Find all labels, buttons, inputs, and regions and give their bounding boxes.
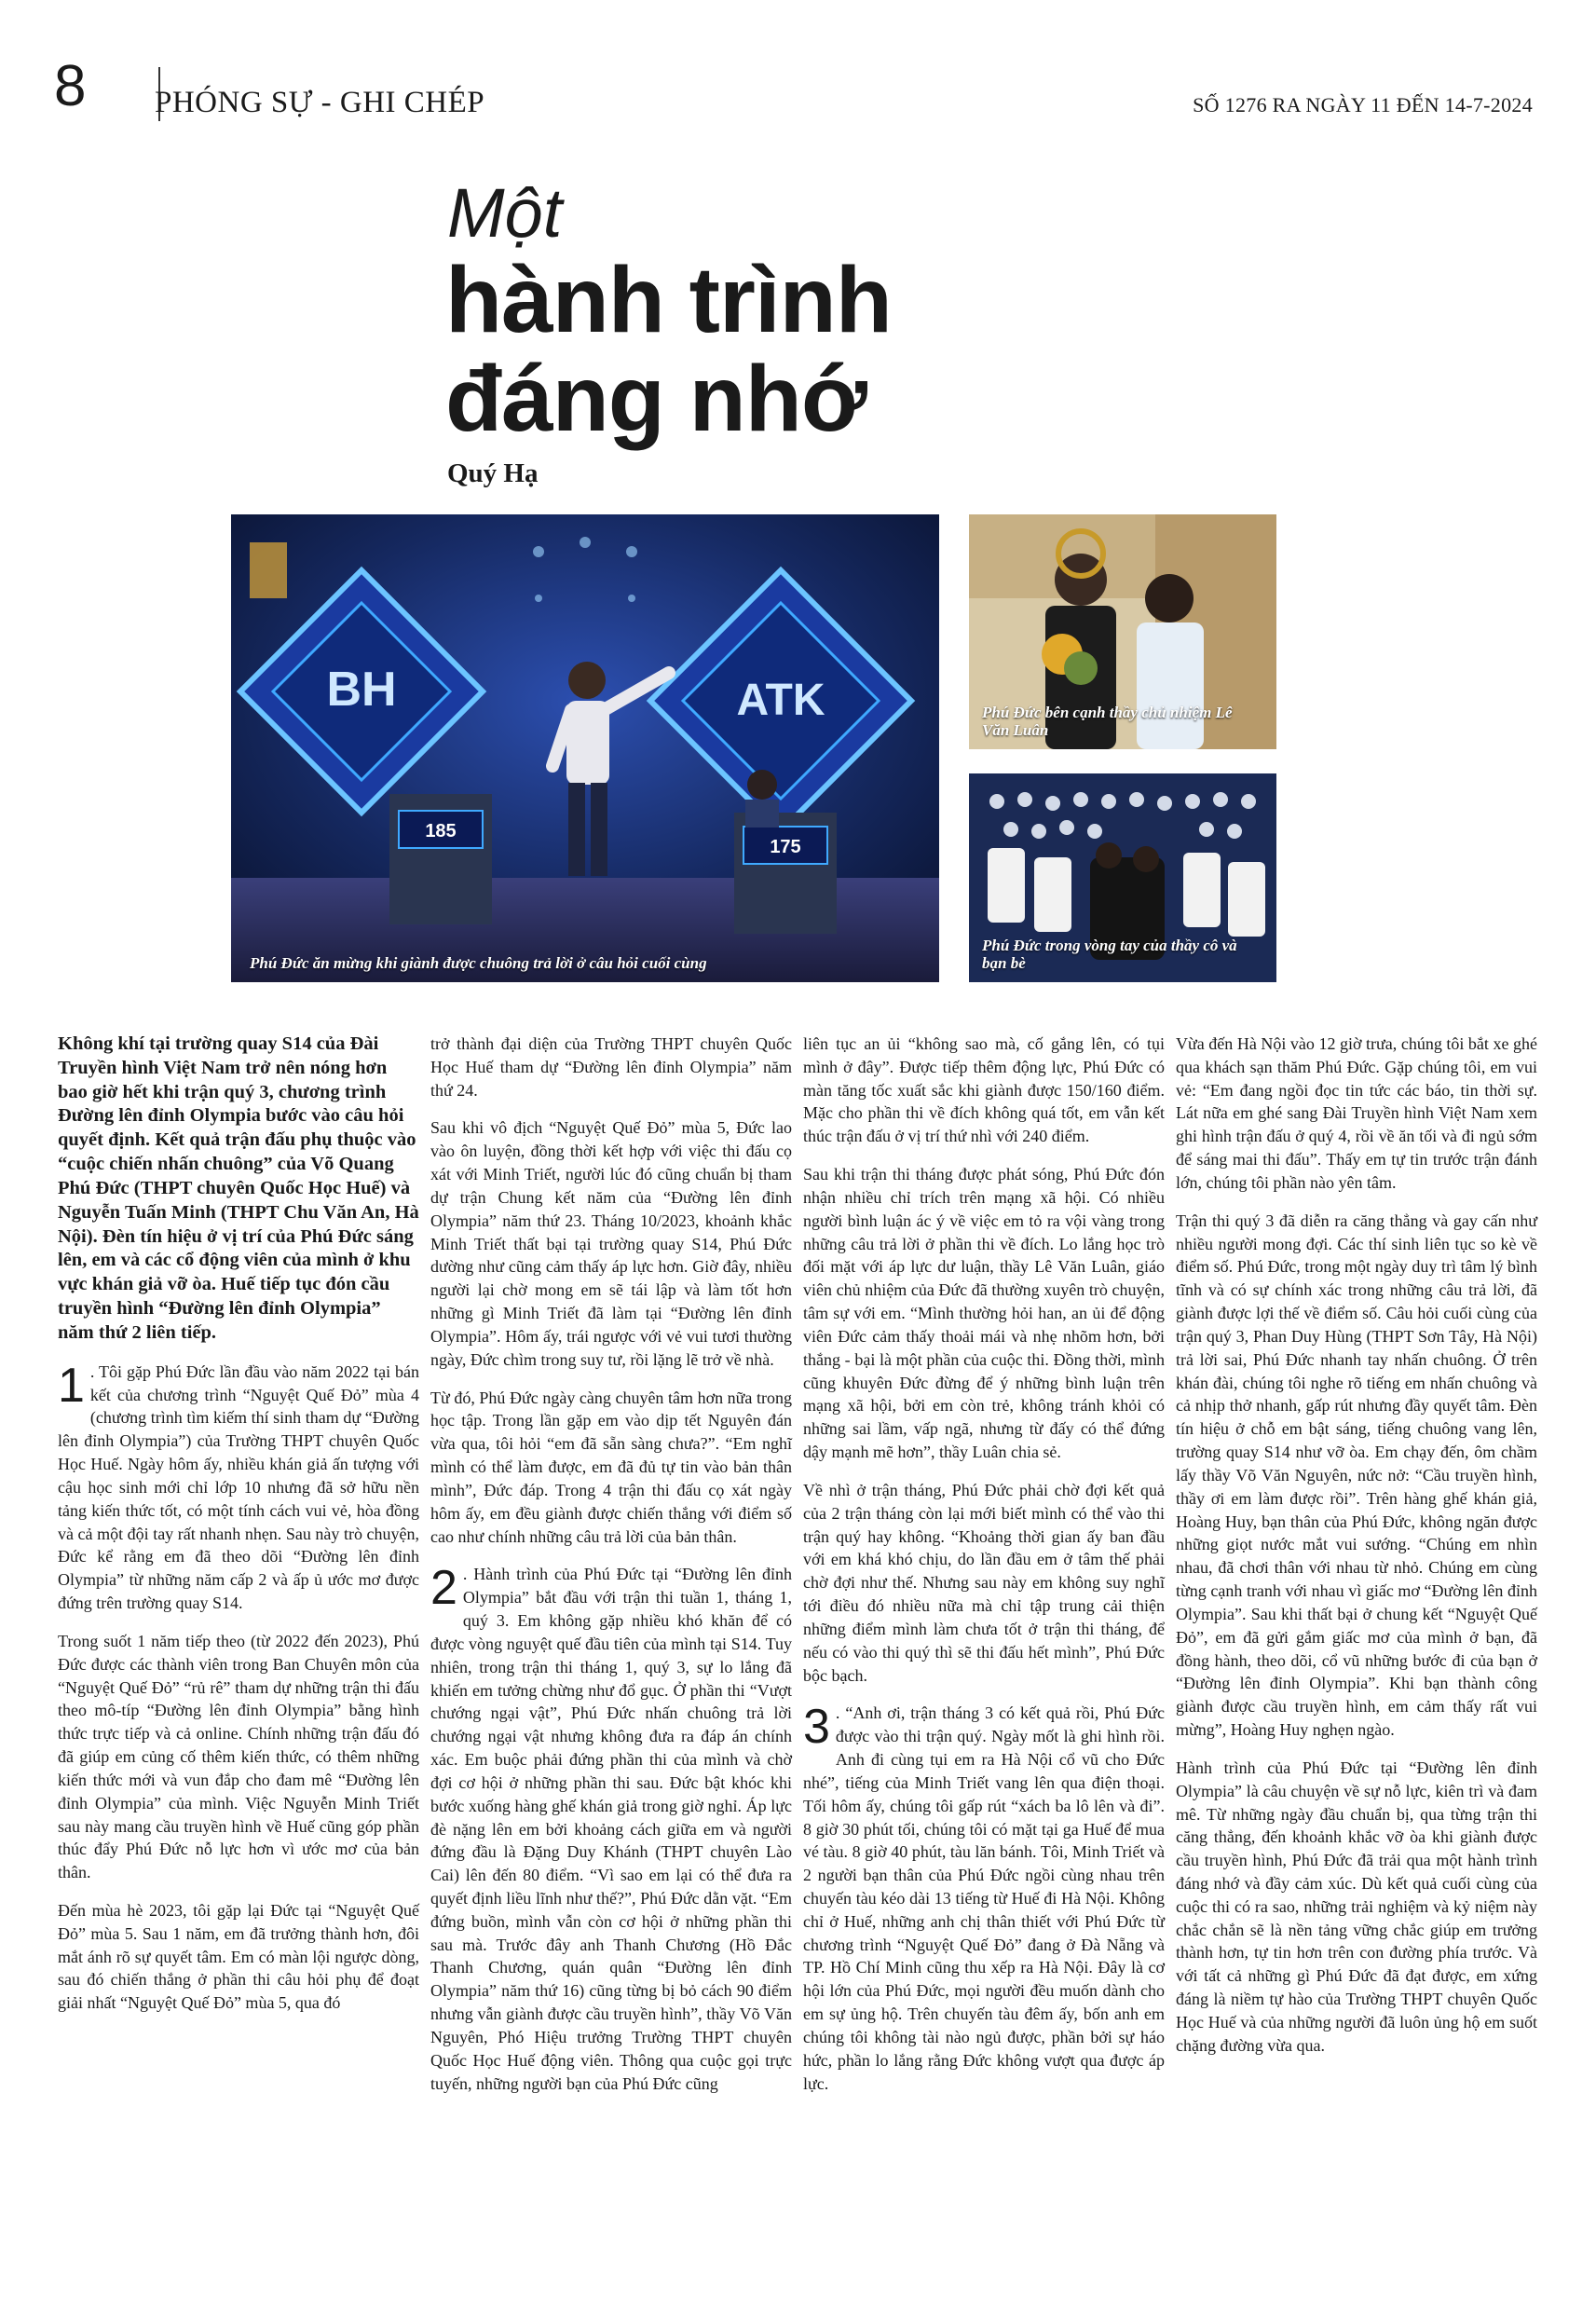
headline-line-2: hành trình (445, 248, 892, 352)
headline-line-3: đáng nhớ (445, 347, 866, 451)
headline-line-1: Một (447, 174, 563, 252)
section-1-paragraph (58, 1358, 419, 1615)
author-byline: Quý Hạ (447, 458, 539, 488)
column-4 (1176, 1033, 1537, 2073)
lead-paragraph: Không khí tại trường quay S14 của Đài Truyền hình Việt Nam trở nên nóng hơn bao giờ hết khi trận quý 3, chương trình Đường lên đỉnh Olympia bước vào câu hỏi quyết định. Kết quả trận đấu phụ thuộc vào “cuộc chiến nhấn chuông” của Võ Quang Phú Đức (THPT chuyên Quốc Học Huế) và Nguyễn Tuấn Minh (THPT Chu Văn An, Hà Nội). Đèn tín hiệu ở vị trí của Phú Đức sáng lên, em và các cổ động viên của mình ở khu vực khán giả vỡ òa. Huế tiếp tục đón cầu truyền hình “Đường lên đỉnh Olympia” năm thứ 2 liên tiếp. (58, 1033, 419, 1343)
top-right-photo (969, 514, 1276, 749)
paragraph: Trận thi quý 3 đã diễn ra căng thẳng và gay cấn như nhiều người mong đợi. Các thí sinh liên tục so kè về điểm số. Phú Đức, trong một ngày duy trì tâm lý bình tĩnh và có sự chính xác trong những câu trả lời, đã giành được lợi thế về điểm số. Câu hỏi cuối cùng của trận quý 3, Phan Duy Hùng (THPT Sơn Tây, Hà Nội) trả lời sai, Phú Đức nhanh tay nhấn chuông. Ở trên khán đài, chúng tôi nghe rõ tiếng em nhấn chuông và cả nhịp thở nhanh, gấp rút nhưng đầy quyết tâm. Đèn tín hiệu ở chỗ em bật sáng, tiếng chuông vang lên, trường quay S14 như vỡ òa. Em chạy đến, ôm chầm lấy thầy Võ Văn Nguyên, nức nở: “Cầu truyền hình, thầy ơi em làm được rồi”. Trên hàng ghế khán giả, Hoàng Huy, bạn thân của Phú Đức, không ngăn được những giọt nước mắt vui sướng. “Chúng em nhìn nhau, đã chơi thân với nhau từ nhỏ. Chúng em cùng từng cạnh tranh với nhau vì giấc mơ “Đường lên đỉnh Olympia”. Sau khi thất bại ở chung kết “Nguyệt Quế Đỏ”, em đã gửi gắm giấc mơ của mình ở bạn, đã đồng hành, theo dõi, cổ vũ những bước đi của bạn ở “Đường lên đỉnh Olympia”. Khi bạn thành công giành được cầu truyền hình, em cảm thấy rất vui mừng”, Hoàng Huy nghẹn ngào. (1176, 1211, 1537, 1740)
right-score: 175 (770, 837, 801, 857)
main-photo (231, 514, 939, 982)
page-number: 8 (54, 54, 87, 118)
right-panel-label: ATK (736, 676, 825, 725)
section-2-text: . Hành trình của Phú Đức tại “Đường lên đỉnh Olympia” bắt đầu với trận thi tuần 1, tháng 1, quý 3. Em không gặp nhiều khó khăn để có được vòng nguyệt quế đầu tiên của mình tại S14. Tuy nhiên, trong trận thi tháng 1, quý 3, sự lo lắng đã khiến em tưởng chừng như đổ gục. Ở phần thi “Vượt chướng ngại vật”, Phú Đức nhấn chuông trả lời chướng ngại vật nhưng không đưa ra đáp án chính xác. Em buộc phải đứng phần thi của mình và chờ đợi cơ hội ở những phần thi sau. Đức bật khóc khi bước xuống hàng ghế khán giả trong giờ nghỉ. Áp lực đè nặng lên em bởi khoảng cách giữa em và người đứng đầu là Đặng Duy Khánh (THPT chuyên Lào Cai) lên đến 80 điểm. “Vì sao em lại có thể đưa ra quyết định liều lĩnh như thế?”, Phú Đức dằn vặt. “Em đứng buồn, mình vẫn còn cơ hội ở những phần thi sau mà. Trước đây anh Thanh Chương (Hồ Đắc Thanh Chương, quán quân “Đường lên đỉnh Olympia” năm thứ 16) cũng từng bị bỏ cách 90 điểm nhưng vẫn giành được cầu truyền hình”, thầy Võ Văn Nguyên, Phó Hiệu trưởng Trường THPT chuyên Quốc Học Huế động viên. Thông qua cuộc gọi trực tuyến, những người bạn của Phú Đức cũng (430, 1565, 792, 2093)
column-2 (430, 1033, 792, 2110)
column-3 (803, 1033, 1165, 2110)
paragraph: Sau khi trận thi tháng được phát sóng, Phú Đức đón nhận nhiều chỉ trích trên mạng xã hội. Có nhiều người bình luận ác ý về việc em tỏ ra vội vàng trong những câu trả lời ở phần thi về đích. Lo lắng học trò đối mặt với áp lực dư luận, thầy Lê Văn Luân, giáo viên chủ nhiệm của Đức đã thường xuyên trò chuyện, tâm sự với em. “Mình thường hỏi han, an ủi để động viên Đức cảm thấy thoải mái và nhẹ nhõm hơn, bởi thắng - bại là một phần của cuộc thi. Đồng thời, mình cũng khuyên Đức đừng để ý những bình luận trên mạng xã hội, bởi em còn trẻ, không tránh khỏi có những sai lầm, vấp ngã, nhưng từ đấy có thể đứng dậy mạnh mẽ hơn”, thầy Luân chia sẻ. (803, 1165, 1165, 1462)
paragraph: trở thành đại diện của Trường THPT chuyên Quốc Học Huế tham dự “Đường lên đỉnh Olympia” năm thứ 24. (430, 1034, 792, 1100)
top-right-caption: Phú Đức bên cạnh thầy chủ nhiệm Lê Văn Luân (982, 703, 1233, 740)
paragraph: Trong suốt 1 năm tiếp theo (từ 2022 đến 2023), Phú Đức được các thành viên trong Ban Chuyên môn của “Nguyệt Quế Đỏ” “rủ rê” tham dự những trận thi đấu theo mô-típ “Đường lên đỉnh Olympia” bằng hình thức trực tiếp và cả online. Chính những trận đấu đó đã giúp em củng cố thêm kiến thức, có thêm những kiến thức mới và vun đắp cho đam mê “Đường lên đỉnh Olympia” của mình. Việc Nguyễn Minh Triết sau này mang cầu truyền hình về Huế cũng góp phần thúc đẩy Phú Đức nỗ lực hơn vì ước mơ của bản thân. (58, 1631, 419, 1882)
left-podium (389, 794, 492, 924)
column-1 (58, 1033, 419, 2030)
left-score: 185 (425, 821, 457, 841)
section-2-paragraph (430, 1563, 792, 2095)
main-photo-caption: Phú Đức ăn mừng khi giành được chuông trả lời ở câu hỏi cuối cùng (250, 954, 707, 973)
paragraph: Hành trình của Phú Đức tại “Đường lên đỉnh Olympia” là câu chuyện về sự nỗ lực, kiên trì và đam mê. Từ những ngày đầu chuẩn bị, qua từng trận thi căng thẳng, đến khoảnh khắc vỡ òa khi giành được cầu truyền hình, Phú Đức đã trải qua một hành trình đáng nhớ và đầy cảm xúc. Dù kết quả cuối cùng của cuộc thi có ra sao, những trải nghiệm và kỷ niệm này chắc chắn sẽ là nền tảng vững chắc giúp em trưởng thành hơn, tự tin hơn trên con đường phía trước. Và với tất cả những gì Phú Đức đã đạt được, em xứng đáng là niềm tự hào của Trường THPT chuyên Quốc Học Huế và của những người đã luôn ủng hộ em suốt chặng đường vừa qua. (1176, 1758, 1537, 2055)
quiz-stage-illustration (231, 514, 939, 982)
paragraph: Về nhì ở trận tháng, Phú Đức phải chờ đợi kết quả của 2 trận tháng còn lại mới biết mình có thể vào thi trận quý hay không. “Khoảng thời gian ấy ban đầu với em khá khó chịu, do lần đầu em ở tâm thế phải chờ đợi như thế. Nhưng sau này em không suy nghĩ tới điều đó nhiều nữa mà chỉ tập trung cải thiện những điểm mình làm chưa tốt ở trận thi tháng, để nếu có vào thi quý thì sẽ thi đấu hết mình”, Phú Đức bộc bạch. (803, 1480, 1165, 1685)
section-3-paragraph (803, 1702, 1165, 2095)
dropcap-1: 1 (58, 1358, 85, 1413)
paragraph: liên tục an ủi “không sao mà, cố gắng lên, có tụi mình ở đây”. Được tiếp thêm động lực, Phú Đức có màn tăng tốc xuất sắc khi giành được 150/160 điểm. Mặc cho phần thi về đích không quá tốt, em vẫn kết thúc trận đấu ở vị trí thứ nhì với 240 điểm. (803, 1034, 1165, 1146)
bottom-right-photo (969, 773, 1276, 982)
issue-info: SỐ 1276 RA NGÀY 11 ĐẾN 14-7-2024 (1193, 93, 1533, 116)
right-podium (734, 813, 837, 934)
section-3-text: . “Anh ơi, trận tháng 3 có kết quả rồi, Phú Đức được vào thi trận quý. Ngày mốt là ghi hình rồi. Anh đi cùng tụi em ra Hà Nội cổ vũ cho Đức nhé”, tiếng của Minh Triết vang lên qua điện thoại. Tối hôm ấy, chúng tôi gấp rút “xách ba lô lên và đi”. 8 giờ 30 phút tối, chúng tôi có mặt tại ga Huế để mua vé tàu. 8 giờ 40 phút, tàu lăn bánh. Tôi, Minh Triết và 2 người bạn thân của Phú Đức ngồi cùng nhau trên chuyến tàu kéo dài 13 tiếng từ Huế đi Hà Nội. Không chỉ ở Huế, những anh chị thân thiết với Phú Đức từ chương trình “Nguyệt Quế Đỏ” đang ở Đà Nẵng và TP. Hồ Chí Minh cũng thu xếp ra Hà Nội. Đây là cơ hội lớn của Phú Đức, mọi người đều muốn dành cho em sự ủng hộ. Trên chuyến tàu đêm ấy, bốn anh em chúng tôi không tài nào ngủ được, phần bởi sự háo hức, phần lo lắng rằng Đức không vượt qua được áp lực. (803, 1703, 1165, 2093)
paragraph: Vừa đến Hà Nội vào 12 giờ trưa, chúng tôi bắt xe ghé qua khách sạn thăm Phú Đức. Gặp chúng tôi, em vui vẻ: “Em đang ngồi đọc tin tức các báo, tin thời sự. Lát nữa em ghé sang Đài Truyền hình Việt Nam xem ghi hình trận đấu ở quý 4, rồi về ăn tối và đi ngủ sớm để sáng mai thi đấu”. Thấy em tự tin trước trận đánh lớn, chúng tôi phần nào yên tâm. (1176, 1034, 1537, 1192)
paragraph: Sau khi vô địch “Nguyệt Quế Đỏ” mùa 5, Đức lao vào ôn luyện, đồng thời kết hợp với việc thi đấu cọ xát với Minh Triết, người lúc đó cũng chuẩn bị tham dự trận Chung kết năm của “Đường lên đỉnh Olympia” năm thứ 23. Tháng 10/2023, khoảnh khắc Minh Triết thất bại tại trường quay S14, Phú Đức dường như cũng cảm thấy áp lực hơn. Giờ đây, nhiều người lại chờ mong em sẽ tái lập và làm tốt hơn những gì Minh Triết đã làm tại “Đường lên đỉnh Olympia”. Hôm ấy, trái ngược với vẻ vui tươi thường ngày, Đức chìm trong suy tư, rồi lặng lẽ trở về nhà. (430, 1118, 792, 1369)
section-1-text: . Tôi gặp Phú Đức lần đầu vào năm 2022 tại bán kết của chương trình “Nguyệt Quế Đỏ” mùa 4 (chương trình tìm kiếm thí sinh tham dự “Đường lên đỉnh Olympia”) của Trường THPT chuyên Quốc Học Huế. Ngày hôm ấy, nhiều khán giả ấn tượng với cậu học sinh mới chỉ lớp 10 nhưng đã sở hữu nền tảng kiến thức tốt, có một tính cách vui vẻ, hòa đồng và cả một đội tay rất nhanh nhẹn. Sau này trò chuyện, Đức kể rằng em đã theo dõi “Đường lên đỉnh Olympia” từ những năm cấp 2 và ấp ủ ước mơ được đứng trên trường quay S14. (58, 1361, 419, 1613)
paragraph: Từ đó, Phú Đức ngày càng chuyên tâm hơn nữa trong học tập. Trong lần gặp em vào dịp tết Nguyên đán vừa qua, tôi hỏi “em đã sẵn sàng chưa?”. “Em nghĩ mình có thể làm được, em đã đủ tự tin vào bản thân mình”, Đức đáp. Trong 4 trận thi đấu cọ xát ngày hôm ấy, em đều giành được chiến thắng với điểm số cao như chính những câu trả lời của bản thân. (430, 1388, 792, 1546)
paragraph: Đến mùa hè 2023, tôi gặp lại Đức tại “Nguyệt Quế Đỏ” mùa 5. Sau 1 năm, em đã trưởng thành hơn, đôi mắt ánh rõ sự quyết tâm. Em có màn lội ngược dòng, sau đó chiến thắng ở phần thi câu hỏi phụ để đoạt giải nhất “Nguyệt Quế Đỏ” mùa 5, qua đó (58, 1900, 419, 2013)
bottom-right-caption: Phú Đức trong vòng tay của thầy cô và bạn bè (982, 936, 1237, 973)
dropcap-2: 2 (430, 1561, 457, 1616)
left-panel-label: BH (326, 663, 397, 717)
section-title: PHÓNG SỰ - GHI CHÉP (155, 86, 485, 119)
dropcap-3: 3 (803, 1700, 830, 1755)
